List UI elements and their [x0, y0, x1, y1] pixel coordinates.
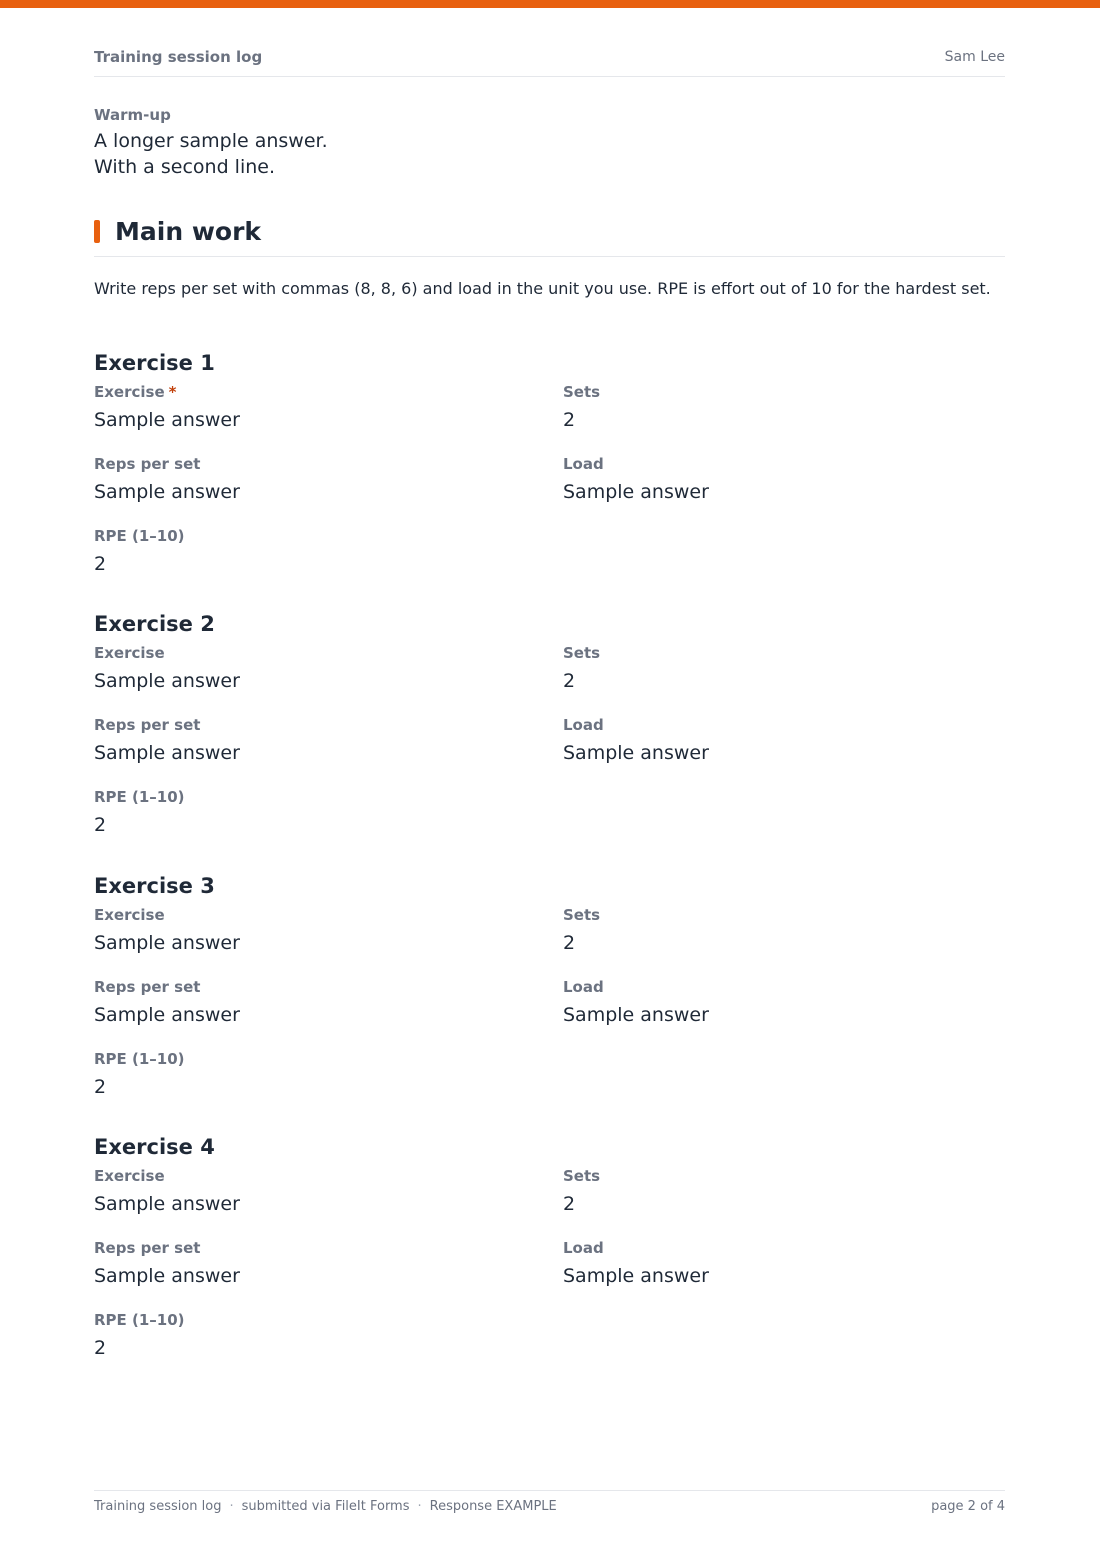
section-header-main-work — [94, 216, 1005, 257]
footer-submitted: submitted via FileIt Forms — [241, 1499, 410, 1514]
rpe-value: 2 — [94, 1337, 107, 1359]
exercise-name-value: Sample answer — [94, 409, 240, 431]
load-label: Load — [563, 716, 604, 734]
exercise-name-label: Exercise — [94, 383, 165, 401]
rpe-value: 2 — [94, 1076, 107, 1098]
exercise-name-field — [94, 906, 534, 956]
load-field — [563, 978, 1003, 1028]
warmup-field — [94, 106, 1005, 180]
load-field — [563, 455, 1003, 505]
warmup-label: Warm-up — [94, 106, 171, 124]
load-field — [563, 716, 1003, 766]
reps-value: Sample answer — [94, 1265, 240, 1287]
section-help-text: Write reps per set with commas (8, 8, 6) and load in the unit you use. RPE is effort out of 10 for the hardest set. — [94, 279, 991, 298]
reps-field — [94, 1239, 534, 1289]
reps-label: Reps per set — [94, 455, 201, 473]
sets-value: 2 — [563, 670, 576, 692]
page-footer — [94, 1490, 1005, 1521]
sets-field — [563, 383, 1003, 433]
rpe-label: RPE (1–10) — [94, 788, 185, 806]
sets-label: Sets — [563, 644, 601, 662]
required-asterisk: * — [168, 383, 177, 401]
exercise-name-label: Exercise — [94, 644, 165, 662]
exercise-block-3 — [94, 873, 1005, 1113]
exercise-block-4 — [94, 1134, 1005, 1374]
rpe-label: RPE (1–10) — [94, 1311, 185, 1329]
respondent-name: Sam Lee — [944, 49, 1005, 65]
exercise-name-field — [94, 644, 534, 694]
form-title: Training session log — [94, 48, 263, 66]
reps-field — [94, 978, 534, 1028]
field-label — [94, 383, 534, 401]
exercise-name-value: Sample answer — [94, 670, 240, 692]
reps-field — [94, 455, 534, 505]
load-value: Sample answer — [563, 1004, 709, 1026]
reps-value: Sample answer — [94, 1004, 240, 1026]
exercise-name-value: Sample answer — [94, 932, 240, 954]
footer-form-name: Training session log — [94, 1499, 222, 1514]
section-title: Main work — [115, 217, 262, 246]
exercise-title: Exercise 4 — [94, 1135, 215, 1159]
exercise-name-field — [94, 1167, 534, 1217]
sets-label: Sets — [563, 1167, 601, 1185]
load-value: Sample answer — [563, 742, 709, 764]
exercise-name-label: Exercise — [94, 1167, 165, 1185]
rpe-label: RPE (1–10) — [94, 1050, 185, 1068]
load-field — [563, 1239, 1003, 1289]
sets-value: 2 — [563, 1193, 576, 1215]
load-value: Sample answer — [563, 1265, 709, 1287]
sets-label: Sets — [563, 906, 601, 924]
footer-response-id: Response EXAMPLE — [429, 1499, 557, 1514]
rpe-field — [94, 527, 534, 577]
exercise-name-label: Exercise — [94, 906, 165, 924]
sets-field — [563, 1167, 1003, 1217]
exercise-block-2 — [94, 611, 1005, 851]
rpe-value: 2 — [94, 553, 107, 575]
load-label: Load — [563, 1239, 604, 1257]
section-accent-bar — [94, 220, 100, 243]
reps-label: Reps per set — [94, 978, 201, 996]
page-header — [94, 48, 1005, 77]
exercise-name-field — [94, 383, 534, 433]
warmup-value: A longer sample answer. With a second line. — [94, 130, 328, 178]
rpe-label: RPE (1–10) — [94, 527, 185, 545]
load-value: Sample answer — [563, 481, 709, 503]
page-number: page 2 of 4 — [931, 1499, 1005, 1514]
exercise-title: Exercise 3 — [94, 874, 215, 898]
sets-field — [563, 644, 1003, 694]
footer-separator: · — [417, 1499, 422, 1514]
accent-top-bar — [0, 0, 1100, 8]
reps-value: Sample answer — [94, 742, 240, 764]
footer-info — [94, 1499, 557, 1514]
exercise-name-value: Sample answer — [94, 1193, 240, 1215]
footer-separator: · — [229, 1499, 234, 1514]
rpe-field — [94, 1311, 534, 1361]
exercise-title: Exercise 2 — [94, 612, 215, 636]
exercise-title: Exercise 1 — [94, 351, 215, 375]
rpe-field — [94, 1050, 534, 1100]
reps-label: Reps per set — [94, 1239, 201, 1257]
sets-value: 2 — [563, 409, 576, 431]
rpe-field — [94, 788, 534, 838]
sets-field — [563, 906, 1003, 956]
load-label: Load — [563, 978, 604, 996]
sets-value: 2 — [563, 932, 576, 954]
rpe-value: 2 — [94, 814, 107, 836]
sets-label: Sets — [563, 383, 601, 401]
reps-value: Sample answer — [94, 481, 240, 503]
reps-label: Reps per set — [94, 716, 201, 734]
reps-field — [94, 716, 534, 766]
exercise-block-1 — [94, 350, 1005, 590]
load-label: Load — [563, 455, 604, 473]
